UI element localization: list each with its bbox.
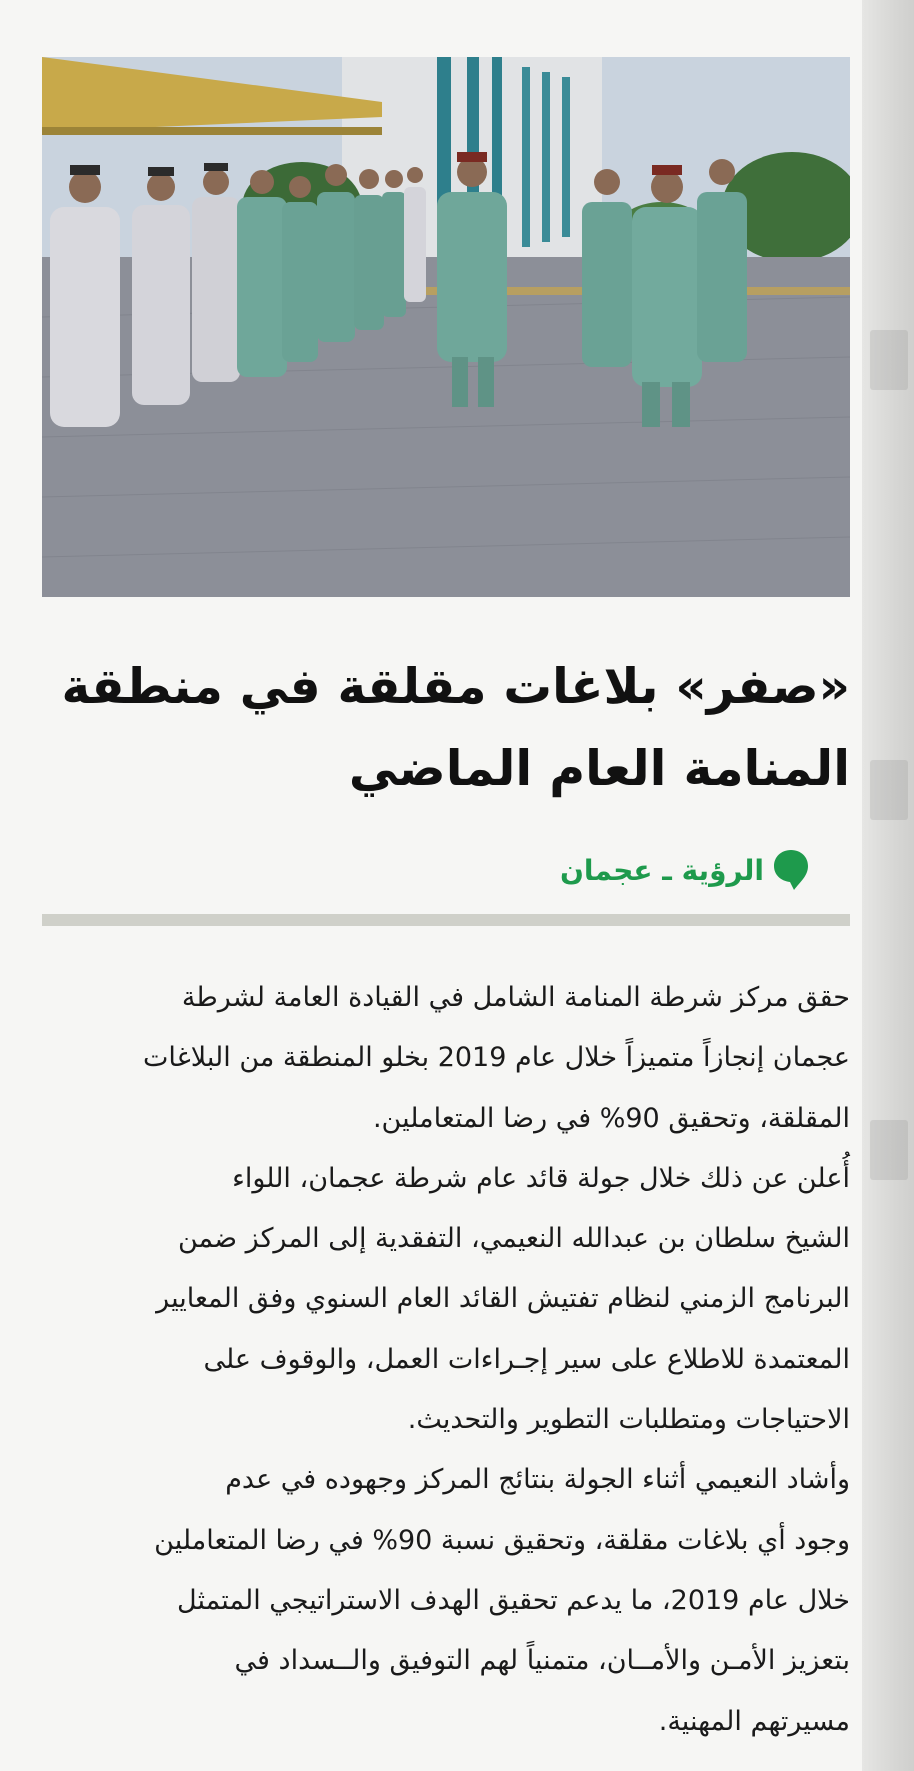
paragraph-2 — [46, 1149, 850, 1450]
paragraph-1 — [46, 968, 850, 1149]
body-line: المعتمدة للاطلاع على سير إجـراءات العمل، والوقوف على — [203, 1343, 850, 1375]
body-line: عجمان إنجازاً متميزاً خلال عام 2019 بخلو المنطقة من البلاغات — [143, 1042, 850, 1074]
body-line: المقلقة، وتحقيق 90% في رضا المتعاملين. — [372, 1102, 850, 1134]
page-edge-bleed — [862, 0, 914, 1771]
body-line: خلال عام 2019، ما يدعم تحقيق الهدف الاستراتيجي المتمثل — [177, 1584, 850, 1616]
body-line: الاحتياجات ومتطلبات التطوير والتحديث. — [407, 1404, 850, 1436]
bleed-mark — [870, 1120, 908, 1180]
article-photo — [42, 57, 850, 597]
article-headline — [60, 646, 850, 810]
body-line: الشيخ سلطان بن عبدالله النعيمي، التفقدية إلى المركز ضمن — [178, 1223, 850, 1255]
body-line: وأشاد النعيمي أثناء الجولة بنتائج المركز وجهوده في عدم — [225, 1464, 850, 1496]
paragraph-3 — [46, 1450, 850, 1751]
speech-bubble-icon — [772, 848, 810, 892]
article-body — [46, 968, 850, 1752]
body-line: مسيرتهم المهنية. — [658, 1705, 850, 1737]
byline-text: الرؤية ـ عجمان — [560, 853, 764, 887]
bleed-mark — [870, 330, 908, 390]
body-line: البرنامج الزمني لنظام تفتيش القائد العام السنوي وفق المعايير — [156, 1283, 850, 1315]
police-inspection-photo — [42, 57, 850, 597]
headline-line-1: «صفر» بلاغات مقلقة في منطقة — [61, 659, 850, 715]
body-line: وجود أي بلاغات مقلقة، وتحقيق نسبة 90% في رضا المتعاملين — [154, 1524, 850, 1556]
body-line: بتعزيز الأمـن والأمــان، متمنياً لهم التوفيق والــسداد في — [234, 1645, 850, 1677]
section-divider — [42, 914, 850, 926]
headline-line-2: المنامة العام الماضي — [348, 740, 850, 797]
bleed-mark — [870, 760, 908, 820]
body-line: حقق مركز شرطة المنامة الشامل في القيادة العامة لشرطة — [181, 982, 850, 1013]
body-line: أُعلن عن ذلك خلال جولة قائد عام شرطة عجمان، اللواء — [232, 1162, 850, 1194]
byline — [560, 848, 810, 892]
